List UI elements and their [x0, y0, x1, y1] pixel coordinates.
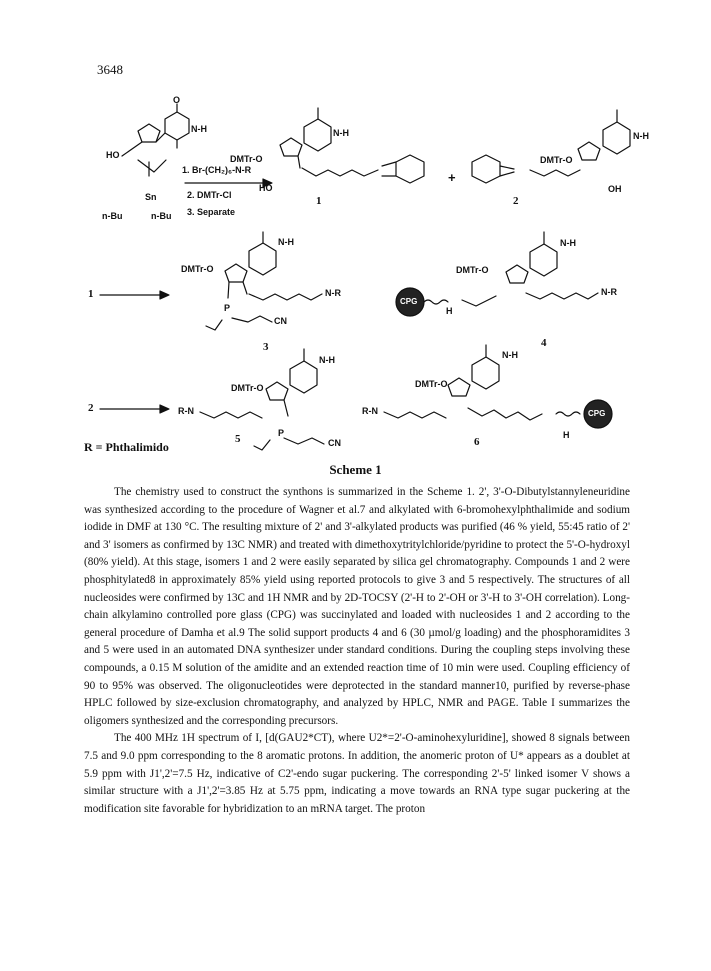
compound-2-structure — [472, 110, 630, 183]
reaction-scheme — [0, 0, 711, 480]
start-nh-label: N-H — [191, 124, 207, 134]
c5-dmtr-label: DMTr-O — [231, 383, 264, 393]
reagent-3: 3. Separate — [187, 207, 236, 217]
c3-p-label: P — [224, 303, 231, 313]
c3-cn-label: CN — [274, 316, 287, 326]
c6-nh-label: N-H — [502, 350, 518, 360]
plus-sign: + — [448, 170, 456, 185]
c4-nh-label: N-H — [560, 238, 576, 248]
c6-h-label: H — [563, 430, 570, 440]
c5-nh-label: N-H — [319, 355, 335, 365]
c5-rn-label: R-N — [178, 406, 194, 416]
compound-1-label: 1 — [316, 195, 322, 207]
compound-3-structure — [206, 232, 322, 330]
start-o-label: O — [173, 95, 181, 105]
c2-dmtr-label: DMTr-O — [540, 155, 573, 165]
reagent-1: 1. Br-(CH₂)₆-N-R — [182, 165, 252, 175]
ho-label: HO — [106, 150, 120, 160]
r-definition: R = Phthalimido — [84, 440, 169, 454]
c3-dmtr-label: DMTr-O — [181, 264, 214, 274]
c4-dmtr-label: DMTr-O — [456, 265, 489, 275]
compound-3-label: 3 — [263, 341, 269, 353]
c4-h-label: H — [446, 306, 453, 316]
compound-5-structure — [200, 349, 324, 450]
c2-oh-label: OH — [608, 184, 622, 194]
compound-5-label: 5 — [235, 433, 241, 445]
c5-cn-label: CN — [328, 438, 341, 448]
c6-dmtr-label: DMTr-O — [415, 379, 448, 389]
starting-nucleoside-structure — [122, 104, 189, 176]
c1-dmtr-label: DMTr-O — [230, 154, 263, 164]
scheme-title: Scheme 1 — [329, 462, 382, 477]
body-text — [84, 484, 630, 818]
c6-rn-label: R-N — [362, 406, 378, 416]
c3-nr-label: N-R — [325, 288, 341, 298]
paragraph-1: The chemistry used to construct the synthons is summarized in the Scheme 1. 2', 3'-O-Dibutylstannyleneuridine was synthesized according to the procedure of Wagner et al.7 and alkylated with 6-bromohexylphthalimide and sodium iodide in DMF at 130 °C. The resulting mixture of 2' and 3'-alkylated products was purified (46 % yield, 55:45 ratio of 2' and 3' isomers as confirmed by 13C NMR) and treated with dimethoxytritylchloride/pyridine to protect the 5'-O-hydroxyl (80% yield). At this stage, isomers 1 and 2 were easily separated by silica gel chromatography. Compounds 1 and 2 were phosphitylated8 in approximately 85% yield using reported protocols to give 3 and 5 respectively. The structures of all nucleosides were confirmed by 13C and 1H NMR and by 2D-TOCSY (2'-H to 2'-OH or 3'-H to 3'-OH correlation). Long-chain alkylamino controlled pore glass (CPG) was succinylated and loaded with nucleosides 1 and 2 according to the general procedure of Damha et al.9 The solid support products 4 and 6 (30 µmol/g loading) and the phosphoramidites 3 and 5 were used in an automated DNA synthesizer under standard conditions. During the coupling steps involving these compounds, a 0.15 M solution of the amidite and an extended reaction time of 10 min were used. Coupling efficiency of 90 to 95% was observed. The oligonucleotides were deprotected in the standard manner10, purified by reverse-phase HPLC followed by size-exclusion chromatography, and analyzed by HPLC, NMR and PAGE. Table I summarizes the oligomers synthesized and the corresponding precursors. — [84, 486, 630, 727]
nbu-label-a: n-Bu — [102, 211, 123, 221]
c5-p-label: P — [278, 428, 285, 438]
compound-6-label: 6 — [474, 436, 480, 448]
paragraph-2: The 400 MHz 1H spectrum of I, [d(GAU2*CT), where U2*=2'-O-aminohexyluridine], showed 8 signals between 7.5 and 9.0 ppm corresponding to the 8 aromatic protons. In addition, the anomeric proton of U* appears as a doublet at 5.9 ppm with J1',2'=7.5 Hz, indicative of C2'-endo sugar puckering. The corresponding 2'-5' linked isomer V shows a similar structure with a J1',2'=3.85 Hz at 5.75 ppm, indicating a move towards an RNA type sugar puckering at the modification site favorable for hybridization to an mRNA target. The proton — [84, 732, 630, 815]
c1-nh-label: N-H — [333, 128, 349, 138]
scheme-drawing — [0, 0, 711, 480]
c2-nh-label: N-H — [633, 131, 649, 141]
c4-cpg-label: CPG — [400, 297, 418, 306]
c4-nr-label: N-R — [601, 287, 617, 297]
c6-cpg-label: CPG — [588, 409, 606, 418]
compound-4-label: 4 — [541, 337, 547, 349]
reagent-2: 2. DMTr-Cl — [187, 190, 232, 200]
page-number: 3648 — [97, 62, 123, 77]
sn-label: Sn — [145, 192, 157, 202]
nbu-label-b: n-Bu — [151, 211, 172, 221]
arrow-start-2: 2 — [88, 402, 94, 414]
compound-2-label: 2 — [513, 195, 519, 207]
arrow-start-1: 1 — [88, 288, 94, 300]
compound-1-structure — [280, 108, 424, 183]
c3-nh-label: N-H — [278, 237, 294, 247]
c1-ho-label: HO — [259, 183, 273, 193]
